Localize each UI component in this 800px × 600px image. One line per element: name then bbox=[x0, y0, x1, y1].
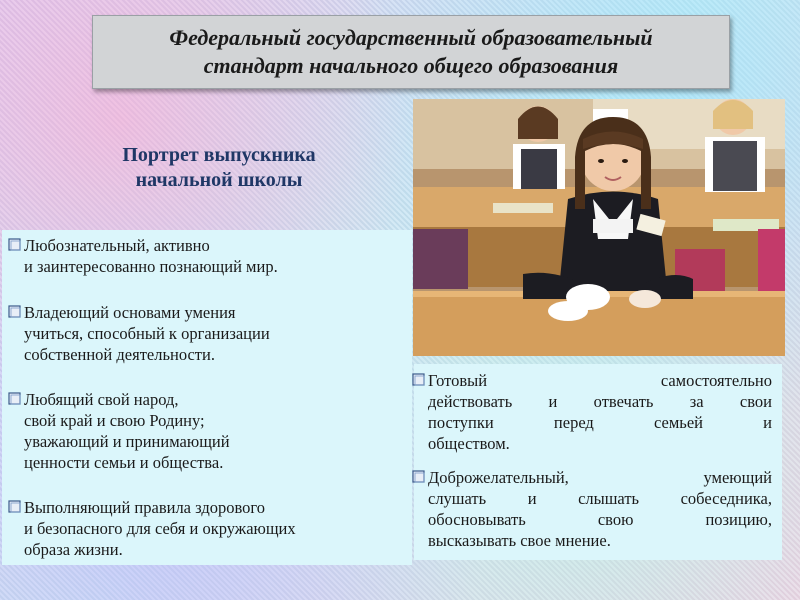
checkbox-bullet-icon bbox=[8, 305, 22, 319]
list-item-line: и безопасного для себя и окружающих bbox=[24, 519, 296, 538]
checkbox-bullet-icon bbox=[8, 500, 22, 514]
list-item-line: собственной деятельности. bbox=[24, 345, 215, 364]
schoolgirl-classroom-photo bbox=[413, 99, 785, 356]
list-item-line: Готовый самостоятельно bbox=[428, 371, 772, 390]
title-banner bbox=[92, 15, 730, 89]
subtitle-line-1: Портрет выпускника bbox=[122, 144, 316, 166]
list-item-line: высказывать свое мнение. bbox=[428, 531, 611, 550]
list-item bbox=[24, 235, 278, 277]
subtitle-line-2: начальной школы bbox=[135, 169, 303, 191]
checkbox-bullet-icon bbox=[8, 238, 22, 252]
list-item-line: и заинтересованно познающий мир. bbox=[24, 257, 278, 276]
title-line-1: Федеральный государственный образовательный bbox=[169, 25, 653, 50]
title-line-2: стандарт начального общего образования bbox=[203, 53, 619, 78]
photo-illustration bbox=[413, 99, 785, 356]
checkbox-bullet-icon bbox=[412, 470, 426, 484]
checkbox-bullet-icon bbox=[412, 373, 426, 387]
list-item-line: ценности семьи и общества. bbox=[24, 453, 224, 472]
list-item-line: слушать и слышать собеседника, bbox=[428, 489, 772, 508]
list-item-line: Доброжелательный, умеющий bbox=[428, 468, 772, 487]
list-item-line: Любознательный, активно bbox=[24, 236, 210, 255]
list-item-line: действовать и отвечать за свои bbox=[428, 392, 772, 411]
checkbox-bullet-icon bbox=[8, 392, 22, 406]
list-item-line: поступки перед семьей и bbox=[428, 413, 772, 432]
list-item-line: обосновывать свою позицию, bbox=[428, 510, 772, 529]
list-item bbox=[24, 302, 270, 365]
list-item-line: Выполняющий правила здорового bbox=[24, 498, 266, 517]
section-subtitle bbox=[66, 143, 372, 193]
list-item-line: свой край и свою Родину; bbox=[24, 411, 205, 430]
list-item-line: образа жизни. bbox=[24, 540, 123, 559]
list-item-line: уважающий и принимающий bbox=[24, 432, 230, 451]
list-item bbox=[24, 497, 296, 560]
list-item-line: Любящий свой народ, bbox=[24, 390, 179, 409]
list-item-line: учиться, способный к организации bbox=[24, 324, 270, 343]
list-item bbox=[428, 467, 772, 551]
list-item bbox=[428, 370, 772, 454]
list-item-line: обществом. bbox=[428, 434, 510, 453]
list-item-line: Владеющий основами умения bbox=[24, 303, 236, 322]
list-item bbox=[24, 389, 230, 473]
